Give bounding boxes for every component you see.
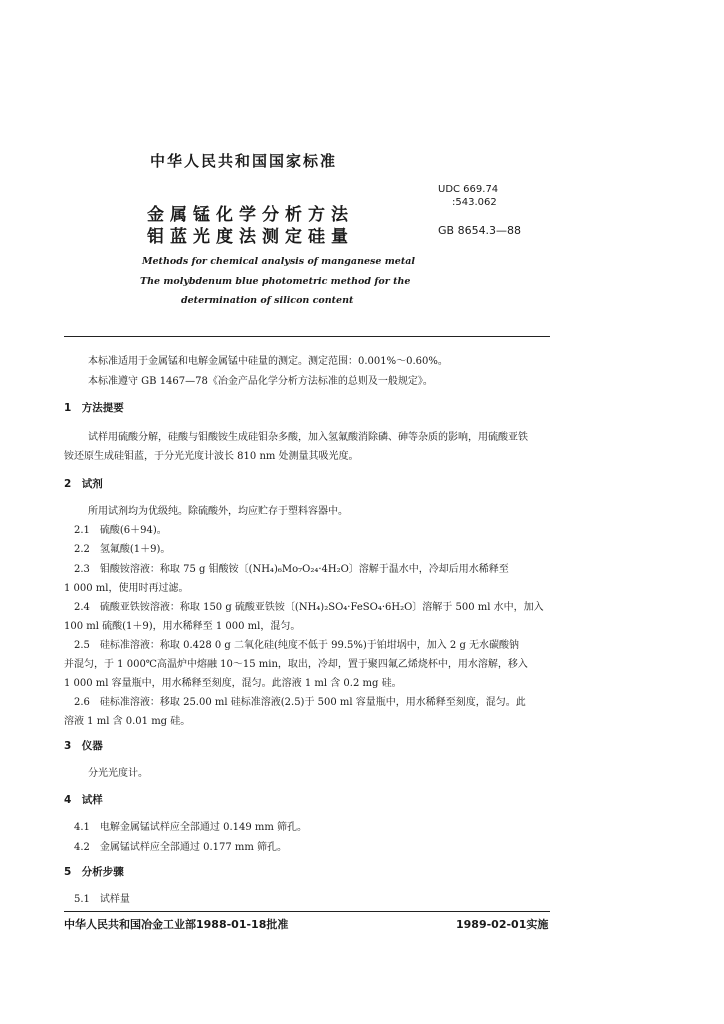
paragraph-line: 所用试剂均为优级纯。除硫酸外，均应贮存于塑料容器中。 [88,506,348,517]
footer-divider [64,911,550,912]
header-divider [64,336,550,337]
chinese-title-line1: 金属锰化学分析方法 [147,205,354,225]
english-title-line1: Methods for chemical analysis of manganese metal [142,256,415,267]
english-title-line3: determination of silicon content [181,295,354,306]
section-heading-sample: 4 试样 [64,794,103,806]
section-heading-apparatus: 3 仪器 [64,740,103,752]
section-heading-principle: 1 方法提要 [64,402,124,414]
english-title-line2: The molybdenum blue photometric method for the [140,276,411,287]
reagent-item: 2.3 钼酸铵溶液：称取 75 g 钼酸铵〔(NH₄)₆Mo₇O₂₄·4H₂O〕溶解于温水中，冷却后用水稀释至 [74,564,509,575]
reagent-item: 2.6 硅标准溶液：移取 25.00 ml 硅标准溶液(2.5)于 500 ml 容量瓶中，用水稀释至刻度，混匀。此 [74,697,526,708]
intro-scope: 本标准适用于金属锰和电解金属锰中硅量的测定。测定范围：0.001%～0.60%。 [88,356,448,367]
chinese-title-line2: 钼蓝光度法测定硅量 [147,227,354,247]
national-standard-label: 中华人民共和国国家标准 [150,152,338,170]
procedure-item: 5.1 试样量 [74,894,130,905]
section-heading-reagents: 2 试剂 [64,478,103,490]
udc-code-line2: :543.062 [452,197,497,208]
reagent-item: 2.5 硅标准溶液：称取 0.428 0 g 二氧化硅(纯度不低于 99.5%)于铂坩埚中，加入 2 g 无水碳酸钠 [74,640,520,651]
reagent-item-continued: 1 000 ml 容量瓶中，用水稀释至刻度，混匀。此溶液 1 ml 含 0.2 mg 硅。 [64,678,402,689]
intro-compliance: 本标准遵守 GB 1467—78《冶金产品化学分析方法标准的总则及一般规定》。 [88,376,433,387]
paragraph-line: 分光光度计。 [88,768,148,779]
paragraph-line: 铵还原生成硅钼蓝，于分光光度计波长 810 nm 处测量其吸光度。 [64,451,359,462]
reagent-item: 2.1 硫酸(6＋94)。 [74,525,167,536]
udc-code-line1: UDC 669.74 [438,184,499,195]
reagent-item-continued: 并混匀，于 1 000℃高温炉中熔融 10～15 min，取出，冷却，置于聚四氟乙烯烧杯中，用水溶解，移入 [64,659,528,670]
reagent-item-continued: 100 ml 硫酸(1＋9)，用水稀释至 1 000 ml，混匀。 [64,621,301,632]
sample-item: 4.1 电解金属锰试样应全部通过 0.149 mm 筛孔。 [74,822,308,833]
approval-date: 中华人民共和国冶金工业部1988-01-18批准 [64,918,289,931]
reagent-item: 2.4 硫酸亚铁铵溶液：称取 150 g 硫酸亚铁铵〔(NH₄)₂SO₄·FeSO₄·6H₂O〕溶解于 500 ml 水中，加入 [74,602,544,613]
sample-item: 4.2 金属锰试样应全部通过 0.177 mm 筛孔。 [74,842,288,853]
reagent-item-continued: 溶液 1 ml 含 0.01 mg 硅。 [64,716,191,727]
reagent-item: 2.2 氢氟酸(1＋9)。 [74,544,171,555]
gb-number: GB 8654.3—88 [438,224,522,237]
reagent-item-continued: 1 000 ml，使用时再过滤。 [64,583,189,594]
implementation-date: 1989-02-01实施 [456,918,549,931]
section-heading-procedure: 5 分析步骤 [64,866,124,878]
paragraph-line: 试样用硫酸分解，硅酸与钼酸铵生成硅钼杂多酸，加入氢氟酸消除磷、砷等杂质的影响，用硫酸亚铁 [88,432,528,443]
